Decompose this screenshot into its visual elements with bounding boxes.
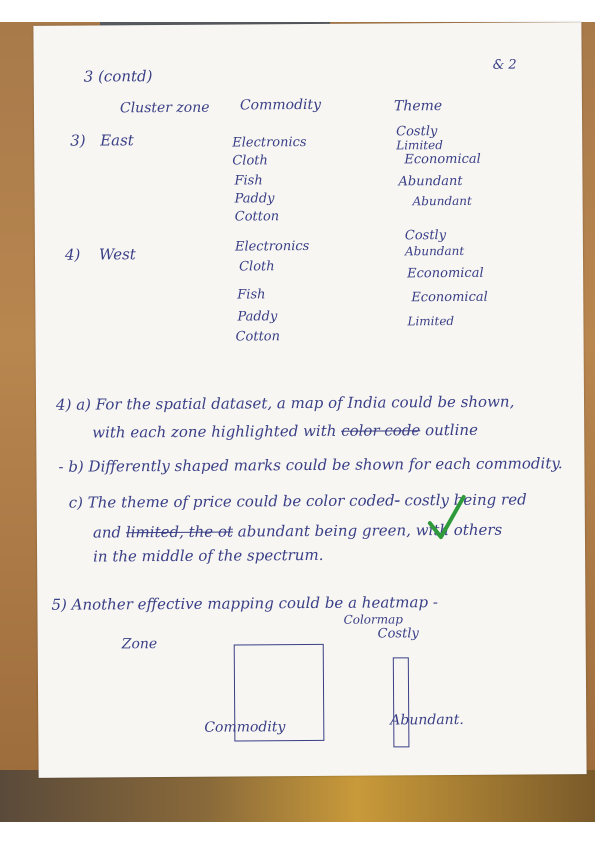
answer-a-line2: with each zone highlighted with color code outline [92, 420, 478, 442]
column-header-zone: Cluster zone [119, 99, 210, 117]
handwritten-page [33, 22, 586, 778]
colormap-label: Colormap [343, 612, 404, 627]
column-header-theme: Theme [393, 98, 443, 115]
section4-theme: Economical [407, 265, 484, 282]
page-heading: 3 (contd) [83, 67, 153, 86]
section4-zone: West [98, 245, 136, 264]
section4-number: 4) [64, 245, 81, 264]
section3-commodity: Electronics [232, 135, 307, 151]
answer-c-line2: and limited, the ot abundant being green, with others [92, 520, 503, 542]
section4-theme: Limited [407, 313, 455, 329]
section4-commodity: Paddy [237, 309, 278, 325]
section3-commodity: Fish [234, 173, 263, 189]
colormap-sketch [393, 657, 410, 747]
section3-theme: Economical [404, 151, 481, 168]
section4-theme: Abundant [404, 243, 465, 259]
desk-edge [0, 770, 595, 822]
answer-c-line3: in the middle of the spectrum. [93, 545, 324, 566]
section3-zone: East [100, 131, 134, 150]
answer-c-line1: c) The theme of price could be color coded- costly being red [68, 490, 527, 512]
section4-theme: Costly [404, 228, 447, 244]
section3-theme: Abundant [398, 173, 463, 190]
heatmap-commodity-label: Commodity [204, 719, 286, 736]
section4-commodity: Cotton [235, 329, 281, 345]
column-header-commodity: Commodity [239, 96, 322, 114]
section3-commodity: Paddy [234, 191, 275, 207]
check-mark-icon [427, 493, 467, 543]
section3-theme: Limited [396, 138, 443, 153]
page-number: & 2 [492, 57, 517, 73]
section4-theme: Economical [411, 289, 488, 306]
section4-commodity: Cloth [239, 259, 275, 275]
section3-commodity: Cotton [234, 209, 280, 225]
section3-number: 3) [70, 131, 86, 150]
section4-commodity: Fish [237, 287, 266, 303]
heatmap-zone-label: Zone [121, 636, 158, 653]
q5-text: 5) Another effective mapping could be a heatmap - [51, 593, 438, 614]
section4-commodity: Electronics [234, 239, 310, 255]
answer-b: - b) Differently shaped marks could be shown for each commodity. [58, 454, 563, 476]
section3-theme: Abundant [412, 193, 472, 209]
colormap-costly-label: Costly [377, 626, 419, 642]
answer-a-line1: 4) a) For the spatial dataset, a map of India could be shown, [55, 392, 515, 414]
colormap-abundant-label: Abundant. [390, 711, 464, 729]
section3-theme: Costly [396, 124, 438, 140]
section3-commodity: Cloth [232, 153, 268, 169]
